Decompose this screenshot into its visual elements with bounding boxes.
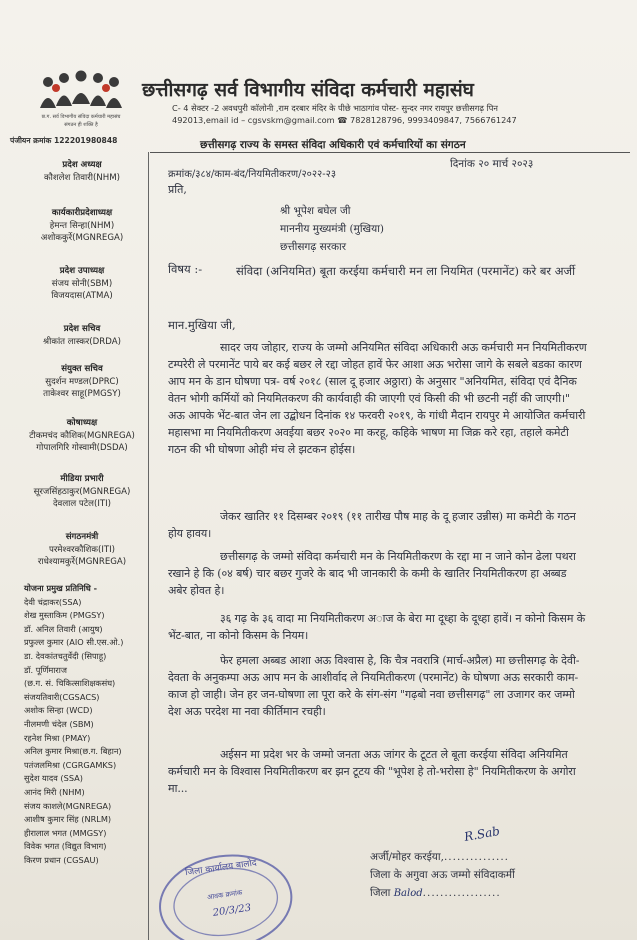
salutation: मान.मुखिया जी,	[168, 318, 236, 332]
sidebar-name: परमेश्वरकौशिक(ITI)	[49, 545, 115, 555]
sidebar-group	[18, 322, 146, 348]
list-item: डॉ. पूर्णिमाराज	[24, 664, 67, 675]
list-item: सुदेश यादव (SSA)	[24, 773, 83, 784]
list-item: नीलमणी चंदेल (SBM)	[24, 718, 94, 729]
sidebar-group	[18, 206, 146, 244]
paragraph-text: फेर हमला अब्बड आशा अऊ विश्वास हे, कि चैत्र नवरात्रि (मार्च-अप्रैल) मा छत्तीसगढ़ के देवी-देवता के अनुकम्पा अऊ आप मन के आशीर्वाद ले नियमितीकरण (परमानेंट) के घोषणा अऊ सरकारी काम-काज हो जाही। जेन हर जन-घोषणा ला पूरा करे के संग-संग "गढ़बो नवा छत्तीसगढ़" ला उजागर कर जम्मो देश अऊ परदेश मा नवा कीर्तिमान रचही।	[168, 654, 580, 718]
sidebar-group	[18, 530, 146, 568]
sidebar-group	[18, 472, 146, 510]
sidebar-group-title: कार्यकारीप्रदेशाध्यक्ष	[51, 208, 113, 218]
union-logo	[30, 68, 132, 130]
body-paragraph	[168, 746, 588, 797]
sidebar-group-title: प्रदेश सचिव	[63, 324, 101, 334]
logo-caption: छ.ग. सर्व विभागीय संविदा कर्मचारी महासंघ	[41, 114, 121, 120]
stamp-text: जिला कार्यालय बालोद	[184, 858, 258, 879]
sidebar-group-title: संगठनमंत्री	[65, 532, 99, 542]
header-divider	[150, 152, 630, 153]
sidebar-name: संजय सोनी(SBM)	[51, 279, 113, 289]
list-item: डा. देवकांतचतुर्वेदी (सिपाहू)	[24, 650, 107, 661]
body-paragraph	[168, 339, 588, 458]
sidebar-name: देवलाल पटेल(ITI)	[52, 499, 111, 509]
paragraph-text: अईसन मा प्रदेश भर के जम्मो जनता अऊ जांगर के टूटत ले बूता करईया संविदा अनियमित कर्मचारी मन के विश्वास नियमितीकरण बर झन टूटय की "भूपेश हे तो-भरोसा हे" नियमितीकरण के अगोरा मा...	[168, 748, 576, 795]
list-item: आनंद मिरी (NHM)	[24, 786, 85, 797]
signature-block: अर्जी/मोहर करईया,............... जिला के अगुवा अऊ जम्मो संविदाकर्मी जिला Balod..................	[370, 851, 515, 899]
sidebar-name: अशोककुर्रे(MGNREGA)	[40, 233, 124, 243]
list-item: विवेक भगत (विद्युत विभाग)	[24, 841, 107, 852]
body-paragraph	[168, 508, 588, 542]
paragraph-text: जेकर खातिर ११ दिसम्बर २०१९ (११ तारीख पौष माह के दू हजार उन्नीस) मा कमेटी के गठन होय हावय।	[168, 510, 576, 540]
sidebar-group	[18, 158, 146, 184]
body-paragraph	[168, 548, 588, 599]
sidebar-name: सूरजसिंहठाकुर(MGNREGA)	[33, 487, 131, 497]
subject-text: संविदा (अनियमित) बूता करईया कर्मचारी मन ला नियमित (परमानेंट) करे बर अर्जी	[236, 264, 576, 278]
paragraph-text: छत्तीसगढ़ के जम्मो संविदा कर्मचारी मन के नियमितीकरण के रद्दा मा न जाने कोन ढेला पथरा रखाने हे कि (०४ बर्ष) चार बछर गुजरे के बाद भी जानकारी के कमी के खातिर नियमितीकरण हा अब्बड अबेर होवत हे।	[168, 550, 576, 597]
sidebar-group	[18, 264, 146, 302]
body-paragraph	[168, 610, 588, 644]
sign-line: जिला	[370, 887, 391, 899]
list-item: देवी चंद्राकर(SSA)	[24, 596, 82, 607]
list-item: शेख मुस्ताकिम (PMGSY)	[24, 610, 105, 621]
sign-line: अर्जी/मोहर करईया,	[370, 851, 444, 863]
letter-date: दिनांक २० मार्च २०२३	[450, 158, 534, 170]
list-item: डॉ. अनिल तिवारी (आयुष)	[24, 623, 103, 634]
recipient-address	[280, 202, 384, 256]
address-line-1: C- 4 सेक्टर -2 अवधपुरी कॉलोनी ,राम दरबार मंदिर के पीछे भाठागांव पोस्ट- सुन्दर नगर रायपुर छत्तीसगढ़ पिन	[172, 103, 498, 113]
sidebar-group	[18, 362, 146, 400]
sidebar-group	[18, 416, 146, 454]
sidebar-group-title: कोषाध्यक्ष	[66, 418, 98, 428]
paragraph-text: सादर जय जोहार, राज्य के जम्मो अनियमित संविदा अधिकारी अऊ कर्मचारी मन नियमितीकरण टम्परेरी ले परमानेंट पाये बर कई बछर ले रद्दा जोहत हावें फेर आशा अऊ भरोसा जागे के सबले बडका कारण आप मन के डान घोषणा पत्र- वर्ष २०१८ (साल दू हजार अठ्ठारा) के अनुसार "अनियमित, संविदा एवं दैनिक वेतन भोगी कर्मियों को नियमितकरण की कार्यवाही की जाएगी एवं किसी की भी छटनी नहीं की जाएगी।" अऊ आपके भेंट-बात जेन ला उद्बोधन दिनांक १४ फरवरी २०१९, के गांधी मैदान रायपुर मे आयोजित कर्मचारी महासभा मा नियमितीकरण अवईया बछर २०२० मा करहू, कहिके भाषण मा जिक्र करे रहा, तहाले कमेटी गठन की भी घोषणा ओही मंच ले झटकन होईस।	[168, 341, 587, 456]
list-item: आशीष कुमार सिंह (NRLM)	[24, 814, 112, 825]
sidebar-group-title: प्रदेश उपाध्यक्ष	[59, 266, 105, 276]
registration-number: पंजीयन क्रमांक 122201980848	[10, 136, 118, 145]
list-item: किरण प्रधान (CGSAU)	[24, 854, 99, 865]
recipient-designation: माननीय मुख्यमंत्री (मुखिया)	[280, 223, 385, 235]
list-item: (छ.ग. सं. चिकित्साशिक्षकसंघ)	[24, 678, 116, 689]
sidebar-name: हेमन्त सिन्हा(NHM)	[49, 221, 115, 231]
paragraph-text: ३६ गढ़ के ३६ वादा मा नियमितीकरण अाज के बेरा मा दूध्हा के दूध्हा हावें। न कोनो किसम के भेंट-बात, ना कोनो किसम के नियम।	[168, 612, 586, 642]
sidebar-name: श्रीकांत लास्कर(DRDA)	[43, 337, 121, 347]
list-item: अशोक सिन्हा (WCD)	[24, 705, 93, 716]
sidebar-group-title: मीडिया प्रभारी	[60, 474, 104, 484]
org-address	[172, 102, 632, 126]
signature: R.Sab	[463, 823, 501, 845]
sidebar-list-title: योजना प्रमुख प्रतिनिधि -	[24, 583, 98, 593]
address-line-2: 492013,email id – cgsvskm@gmail.com ☎ 7828128796, 9993409847, 7566761247	[172, 115, 517, 125]
sidebar-name: विजयदास(ATMA)	[51, 291, 113, 301]
body-paragraph	[168, 652, 588, 720]
sidebar-group-title: प्रदेश अध्यक्ष	[62, 160, 102, 170]
sidebar-name: गोपालगिरि गोस्वामी(DSDA)	[36, 443, 128, 453]
sign-line: जिला के अगुवा अऊ जम्मो संविदाकर्मी	[370, 869, 515, 881]
subject-label: विषय :-	[168, 262, 203, 276]
list-item: पतंजलमिश्रा (CGRGAMKS)	[24, 759, 117, 770]
to-label: प्रति,	[168, 183, 187, 196]
sidebar-name: ताकेश्वर साहू(PMGSY)	[43, 389, 121, 399]
list-item: अनिल कुमार मिश्रा(छ.ग. बिहान)	[24, 746, 122, 757]
office-stamp	[150, 842, 300, 940]
district-value: Balod	[393, 888, 423, 899]
reference-number: क्रमांक/३८४/काम-बंद/नियमितीकरण/२०२२-२३	[168, 169, 337, 180]
org-tagline: छत्तीसगढ़ राज्य के समस्त संविदा अधिकारी एवं कर्मचारियों का संगठन	[200, 139, 466, 151]
stamp-date: 20/3/23	[212, 902, 252, 919]
sidebar-name: राधेश्यामकुर्रे(MGNREGA)	[37, 557, 127, 567]
recipient-name: श्री भूपेश बघेल जी	[280, 205, 351, 217]
list-item: संजयतिवारी(CGSACS)	[24, 691, 100, 702]
scheme-representatives-list	[24, 582, 156, 867]
stamp-label: आवक क्रमांक	[206, 888, 243, 902]
list-item: प्रफुल्ल कुमार (AIO सी.एस.ओ.)	[24, 637, 124, 648]
org-title: छत्तीसगढ़ सर्व विभागीय संविदा कर्मचारी महासंघ	[142, 79, 474, 101]
sidebar-name: कौशलेश तिवारी(NHM)	[44, 173, 120, 183]
list-item: संजय काशले(MGNREGA)	[24, 800, 112, 811]
sidebar-name: सुदर्शन मण्डल(DPRC)	[45, 377, 119, 387]
sidebar-group-title: संयुक्त सचिव	[61, 364, 103, 374]
recipient-office: छत्तीसगढ़ सरकार	[280, 241, 347, 253]
logo-motto: संगठन ही शक्ति है	[64, 122, 98, 128]
list-item: हीरालाल भगत (MMGSY)	[24, 827, 107, 838]
list-item: रहनेश मिश्रा (PMAY)	[24, 732, 91, 743]
sidebar-name: टीकमचंद कौशिक(MGNREGA)	[29, 431, 135, 441]
